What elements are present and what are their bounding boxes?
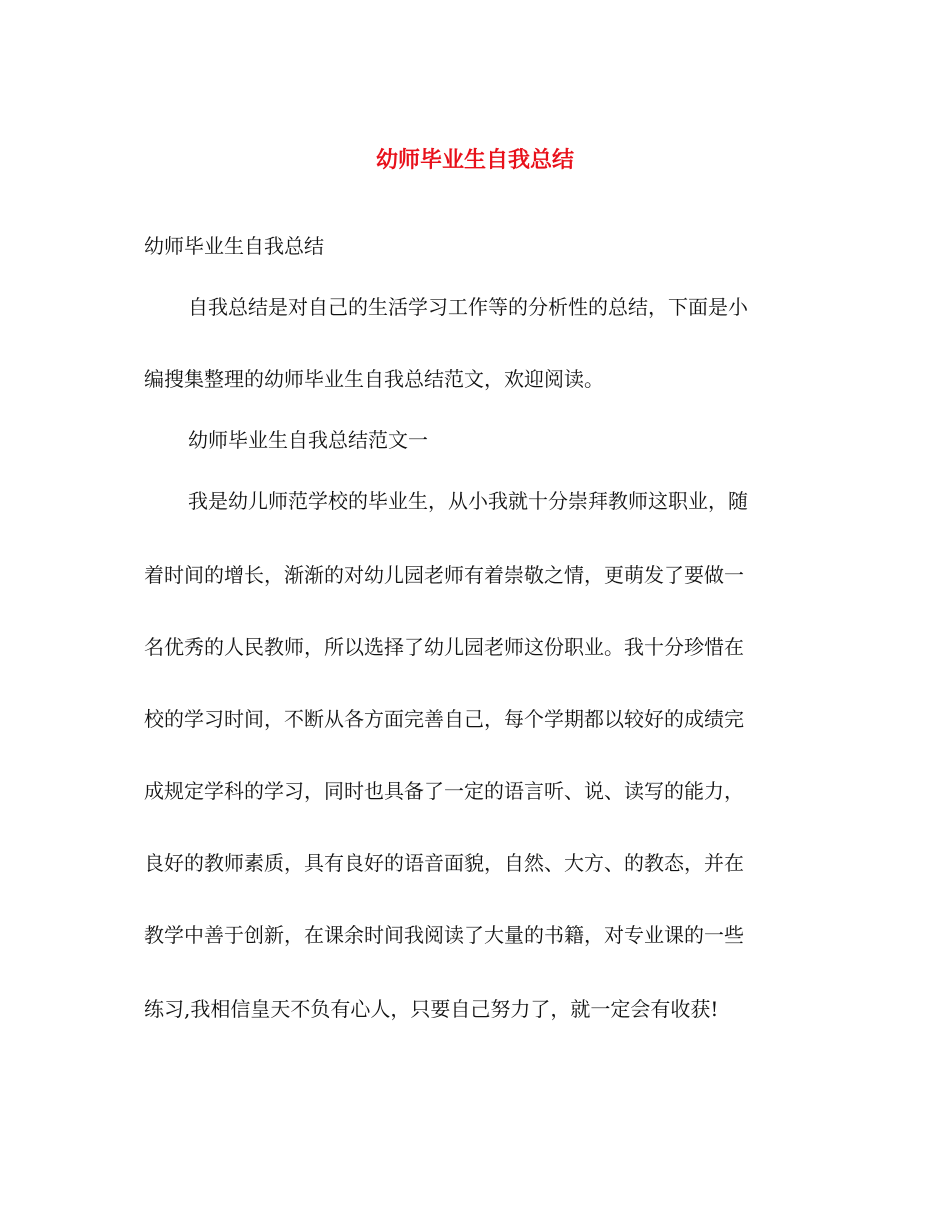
- intro-line: 自我总结是对自己的生活学习工作等的分析性的总结，下面是小: [188, 295, 748, 319]
- body-line: 成规定学科的学习，同时也具备了一定的语言听、说、读写的能力，: [144, 779, 744, 803]
- body-line: 教学中善于创新，在课余时间我阅读了大量的书籍，对专业课的一些: [144, 923, 744, 947]
- section-heading: 幼师毕业生自我总结范文一: [188, 428, 428, 452]
- body-line: 我是幼儿师范学校的毕业生，从小我就十分崇拜教师这职业，随: [188, 489, 748, 513]
- body-line: 名优秀的人民教师，所以选择了幼儿园老师这份职业。我十分珍惜在: [144, 635, 744, 659]
- intro-line: 编搜集整理的幼师毕业生自我总结范文，欢迎阅读。: [144, 367, 604, 391]
- body-line: 着时间的增长，渐渐的对幼儿园老师有着崇敬之情，更萌发了要做一: [144, 563, 744, 587]
- document-title: 幼师毕业生自我总结: [375, 148, 574, 173]
- body-line: 校的学习时间，不断从各方面完善自己，每个学期都以较好的成绩完: [144, 707, 744, 731]
- subtitle: 幼师毕业生自我总结: [144, 234, 324, 258]
- body-line: 良好的教师素质，具有良好的语音面貌，自然、大方、的教态，并在: [144, 851, 744, 875]
- body-line: 练习,我相信皇天不负有心人，只要自己努力了，就一定会有收获!: [144, 997, 719, 1021]
